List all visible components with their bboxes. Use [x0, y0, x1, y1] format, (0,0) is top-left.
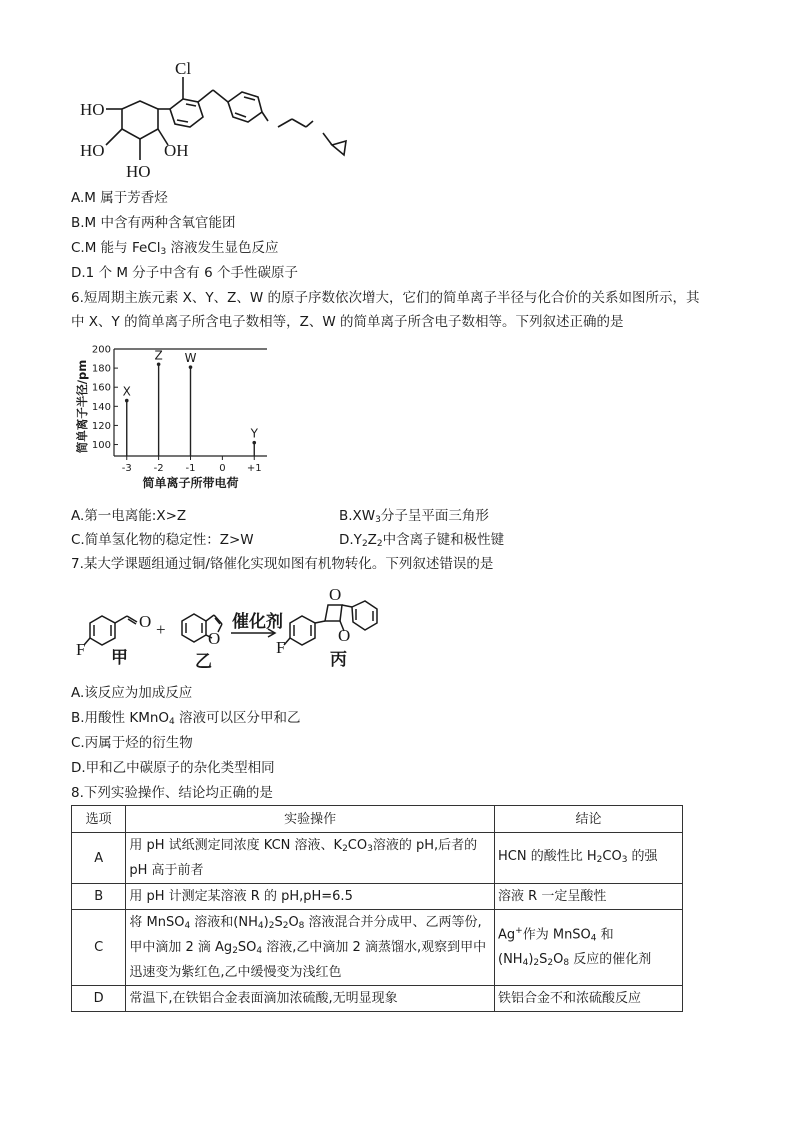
y-tick-label: 140 — [91, 401, 111, 413]
q7-option-d: D.甲和乙中碳原子的杂化类型相同 — [71, 760, 275, 776]
conclusion-cell: Ag+作为 MnSO$_4$ 和$(NH_4)_2S_2O_8$ 反应的催化剂 — [495, 910, 683, 986]
reaction-scheme — [72, 585, 402, 675]
table-row — [72, 910, 683, 986]
q6-option-d — [339, 530, 504, 554]
text-segment: C.M 能与 FeCl — [71, 240, 161, 256]
table-row — [72, 986, 683, 1012]
q7-option-b — [71, 708, 301, 732]
point-label: X — [122, 384, 131, 399]
subscript: 4 — [169, 717, 175, 727]
table-row — [72, 884, 683, 910]
oxygen-label: O — [208, 629, 221, 648]
x-tick-label: -2 — [153, 463, 164, 474]
subscript: 3 — [160, 247, 167, 257]
oxygen-label: O — [329, 585, 342, 604]
molecule-m-structure — [70, 57, 450, 182]
x-tick-label: 0 — [219, 463, 226, 474]
ion-radius-chart — [72, 343, 272, 493]
q7-option-a: A.该反应为加成反应 — [71, 685, 193, 701]
point-label: W — [184, 351, 197, 366]
option-cell: D — [72, 986, 126, 1012]
text-segment: Z — [367, 532, 377, 548]
data-point — [125, 399, 129, 403]
hydroxyl-label: OH — [164, 141, 189, 160]
x-axis-title: 简单离子所带电荷 — [142, 476, 239, 490]
text-segment: B.XW — [339, 508, 376, 524]
experiment-table — [71, 805, 683, 1012]
operation-cell: 将 MnSO$_4$ 溶液和$(NH_4)_2S_2O_8$ 溶液混合并分成甲、乙两等份,甲中滴加 2 滴 $Ag_2SO_4$ 溶液,乙中滴加 2 滴蒸馏水,观察到甲中迅速变为紫红色,乙中缓慢变为浅红色 — [126, 910, 495, 986]
data-point — [157, 362, 161, 366]
q5-option-a: A.M 属于芳香烃 — [71, 190, 168, 206]
text-segment: 溶液发生显色反应 — [166, 240, 279, 256]
q5-option-b: B.M 中含有两种含氧官能团 — [71, 215, 236, 231]
q6-stem-line1: 6.短周期主族元素 X、Y、Z、W 的原子序数依次增大，它们的简单离子半径与化合价的关系如图所示，其 — [71, 290, 700, 306]
q6-option-c: C.简单氢化物的稳定性：Z>W — [71, 532, 254, 548]
data-point — [189, 365, 193, 369]
operation-cell: 用 pH 试纸测定同浓度 KCN 溶液、$K_2CO_3$溶液的 pH,后者的 pH 高于前者 — [126, 833, 495, 884]
header-conclusion: 结论 — [495, 806, 683, 833]
table-row — [72, 833, 683, 884]
q6-stem-line2: 中 X、Y 的简单离子所含电子数相等，Z、W 的简单离子所含电子数相等。下列叙述正确的是 — [71, 314, 624, 330]
subscript: 3 — [375, 515, 381, 525]
table-header-row — [72, 806, 683, 833]
y-tick-label: 100 — [91, 440, 111, 452]
q7-option-c: C.丙属于烃的衍生物 — [71, 735, 193, 751]
option-cell: A — [72, 833, 126, 884]
compound-label-bing: 丙 — [330, 650, 347, 669]
operation-cell: 常温下,在铁铝合金表面滴加浓硫酸,无明显现象 — [126, 986, 495, 1012]
x-tick-label: -1 — [185, 463, 196, 474]
oxygen-label: O — [338, 626, 351, 645]
y-tick-label: 200 — [91, 344, 111, 356]
text-segment: 中含离子键和极性键 — [382, 532, 505, 548]
text-segment: 溶液可以区分甲和乙 — [174, 710, 301, 726]
operation-cell: 用 pH 计测定某溶液 R 的 pH,pH=6.5 — [126, 884, 495, 910]
subscript: 2 — [361, 539, 368, 549]
hydroxyl-label: HO — [80, 100, 105, 119]
compound-label-jia: 甲 — [111, 648, 128, 667]
option-cell: C — [72, 910, 126, 986]
header-option: 选项 — [72, 806, 126, 833]
q8-stem: 8.下列实验操作、结论均正确的是 — [71, 785, 273, 801]
q7-stem: 7.某大学课题组通过铜/铬催化实现如图有机物转化。下列叙述错误的是 — [71, 556, 494, 572]
data-point — [252, 441, 256, 445]
conclusion-cell: 铁铝合金不和浓硫酸反应 — [495, 986, 683, 1012]
q5-option-c — [71, 238, 279, 262]
y-tick-label: 160 — [91, 382, 111, 394]
option-cell: B — [72, 884, 126, 910]
oxygen-label: O — [139, 612, 152, 631]
y-tick-label: 180 — [91, 363, 111, 375]
point-label: Y — [250, 426, 258, 441]
hydroxyl-label: HO — [80, 141, 105, 160]
y-axis-title: 简单离子半径/pm — [75, 359, 89, 454]
conclusion-cell: 溶液 R 一定呈酸性 — [495, 884, 683, 910]
chloro-label: Cl — [175, 59, 192, 78]
fluoro-label: F — [76, 640, 86, 659]
x-tick-label: -3 — [121, 463, 132, 474]
subscript: 2 — [376, 539, 383, 549]
q6-option-b — [339, 506, 489, 530]
plus-sign: + — [156, 620, 166, 639]
catalyst-label: 催化剂 — [232, 612, 283, 631]
header-operation: 实验操作 — [126, 806, 495, 833]
hydroxyl-label: HO — [126, 162, 151, 181]
fluoro-label: F — [276, 638, 286, 657]
text-segment: 分子呈平面三角形 — [380, 508, 489, 524]
x-tick-label: +1 — [246, 463, 262, 474]
y-tick-label: 120 — [91, 420, 111, 432]
conclusion-cell: HCN 的酸性比 $H_2CO_3$ 的强 — [495, 833, 683, 884]
q6-option-a: A.第一电离能:X>Z — [71, 508, 187, 524]
text-segment: B.用酸性 KMnO — [71, 710, 170, 726]
q5-option-d: D.1 个 M 分子中含有 6 个手性碳原子 — [71, 265, 298, 281]
compound-label-yi: 乙 — [195, 652, 212, 671]
text-segment: D.Y — [339, 532, 362, 548]
point-label: Z — [154, 348, 163, 363]
